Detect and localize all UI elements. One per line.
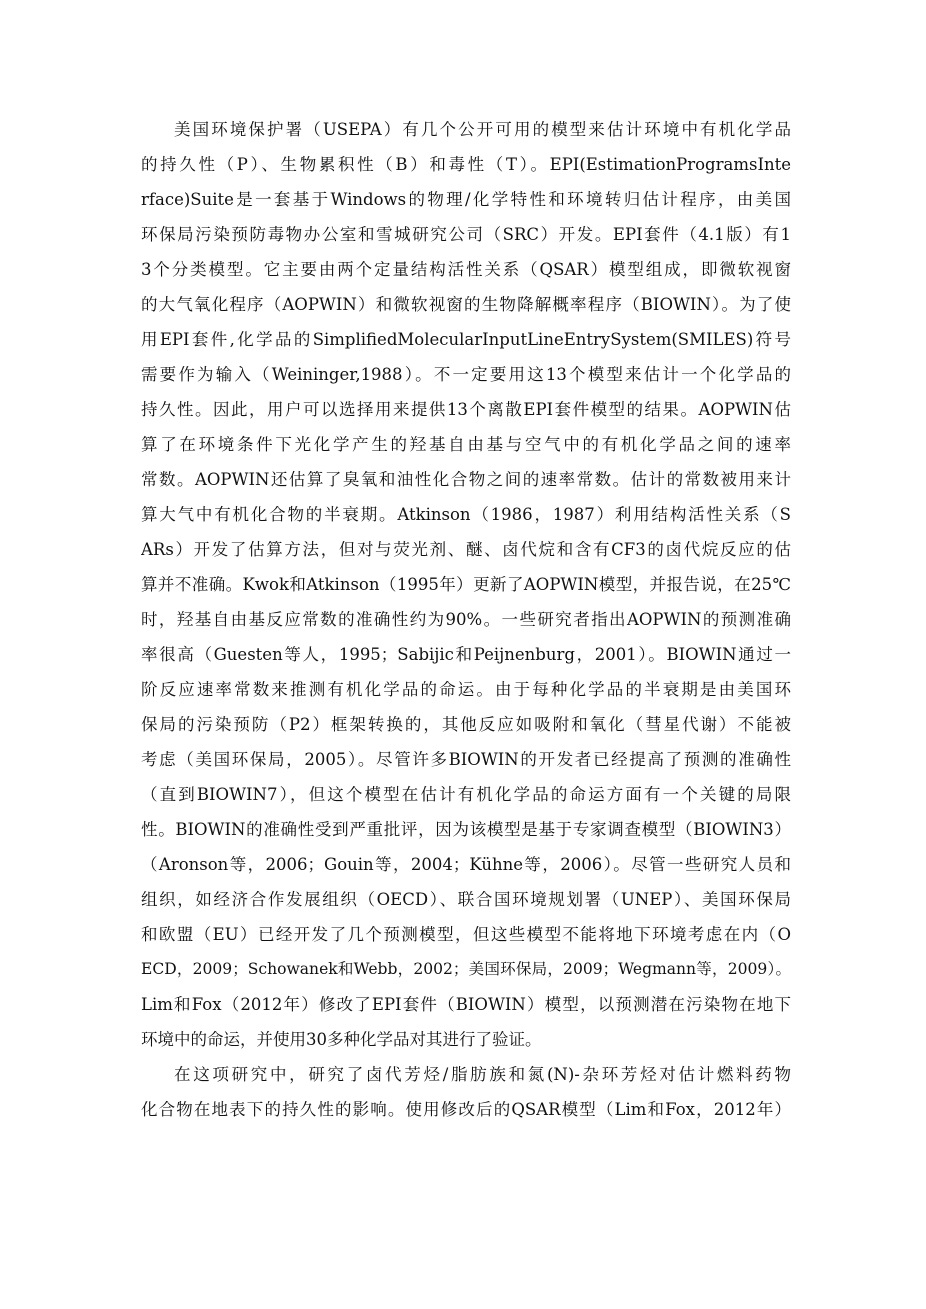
text-line: 算并不准确。Kwok和Atkinson（1995年）更新了AOPWIN模型，并报告说，在25℃ <box>141 575 791 594</box>
text-line: 率很高（Guesten等人，1995；Sabijic和Peijnenburg，2001）。BIOWIN通过一 <box>141 645 791 664</box>
text-line: 考虑（美国环保局，2005）。尽管许多BIOWIN的开发者已经提高了预测的准确性 <box>141 750 791 769</box>
text-line: 需要作为输入（Weininger,1988）。不一定要用这13个模型来估计一个化学品的 <box>141 365 791 384</box>
text-line: （直到BIOWIN7），但这个模型在估计有机化学品的命运方面有一个关键的局限 <box>141 785 791 804</box>
text-line: 3个分类模型。它主要由两个定量结构活性关系（QSAR）模型组成，即微软视窗 <box>141 260 791 279</box>
text-line: ARs）开发了估算方法，但对与荧光剂、醚、卤代烷和含有CF3的卤代烷反应的估 <box>141 540 791 559</box>
text-line: 环境中的命运，并使用30多种化学品对其进行了验证。 <box>141 1030 542 1049</box>
text-line: 在这项研究中，研究了卤代芳烃/脂肪族和氮(N)-杂环芳烃对估计燃料药物 <box>174 1065 791 1084</box>
text-line: 和欧盟（EU）已经开发了几个预测模型，但这些模型不能将地下环境考虑在内（O <box>141 925 791 944</box>
text-line: 化合物在地表下的持久性的影响。使用修改后的QSAR模型（Lim和Fox，2012年） <box>141 1100 791 1119</box>
text-line: 性。BIOWIN的准确性受到严重批评，因为该模型是基于专家调查模型（BIOWIN3） <box>141 820 791 839</box>
text-line: rface)Suite是一套基于Windows的物理/化学特性和环境转归估计程序，由美国 <box>141 190 791 209</box>
body-text <box>141 112 791 1127</box>
text-line: 保局的污染预防（P2）框架转换的，其他反应如吸附和氧化（彗星代谢）不能被 <box>141 715 791 734</box>
paragraph-2 <box>141 1057 791 1127</box>
text-line: 持久性。因此，用户可以选择用来提供13个离散EPI套件模型的结果。AOPWIN估 <box>141 400 791 419</box>
paragraph-1 <box>141 112 791 1057</box>
text-line: 组织，如经济合作发展组织（OECD）、联合国环境规划署（UNEP）、美国环保局 <box>141 890 791 909</box>
text-line: （Aronson等，2006；Gouin等，2004；Kühne等，2006）。尽管一些研究人员和 <box>141 855 791 874</box>
text-line: 算了在环境条件下光化学产生的羟基自由基与空气中的有机化学品之间的速率 <box>141 435 791 454</box>
text-line: 时，羟基自由基反应常数的准确性约为90%。一些研究者指出AOPWIN的预测准确 <box>141 610 791 629</box>
text-line: 美国环境保护署（USEPA）有几个公开可用的模型来估计环境中有机化学品 <box>174 120 791 139</box>
text-line: Lim和Fox（2012年）修改了EPI套件（BIOWIN）模型，以预测潜在污染物在地下 <box>141 995 791 1014</box>
text-line: 常数。AOPWIN还估算了臭氧和油性化合物之间的速率常数。估计的常数被用来计 <box>141 470 791 489</box>
text-line: 用EPI套件,化学品的SimplifiedMolecularInputLineEntrySystem(SMILES)符号 <box>141 330 791 349</box>
text-line: 算大气中有机化合物的半衰期。Atkinson（1986，1987）利用结构活性关系（S <box>141 505 791 524</box>
text-line: 的持久性（P）、生物累积性（B）和毒性（T）。EPI(EstimationProgramsInte <box>141 155 791 174</box>
text-line: ECD，2009；Schowanek和Webb，2002；美国环保局，2009；Wegmann等，2009）。 <box>141 960 791 978</box>
text-line: 的大气氧化程序（AOPWIN）和微软视窗的生物降解概率程序（BIOWIN）。为了使 <box>141 295 791 314</box>
text-line: 阶反应速率常数来推测有机化学品的命运。由于每种化学品的半衰期是由美国环 <box>141 680 791 699</box>
text-line: 环保局污染预防毒物办公室和雪城研究公司（SRC）开发。EPI套件（4.1版）有1 <box>141 225 791 244</box>
